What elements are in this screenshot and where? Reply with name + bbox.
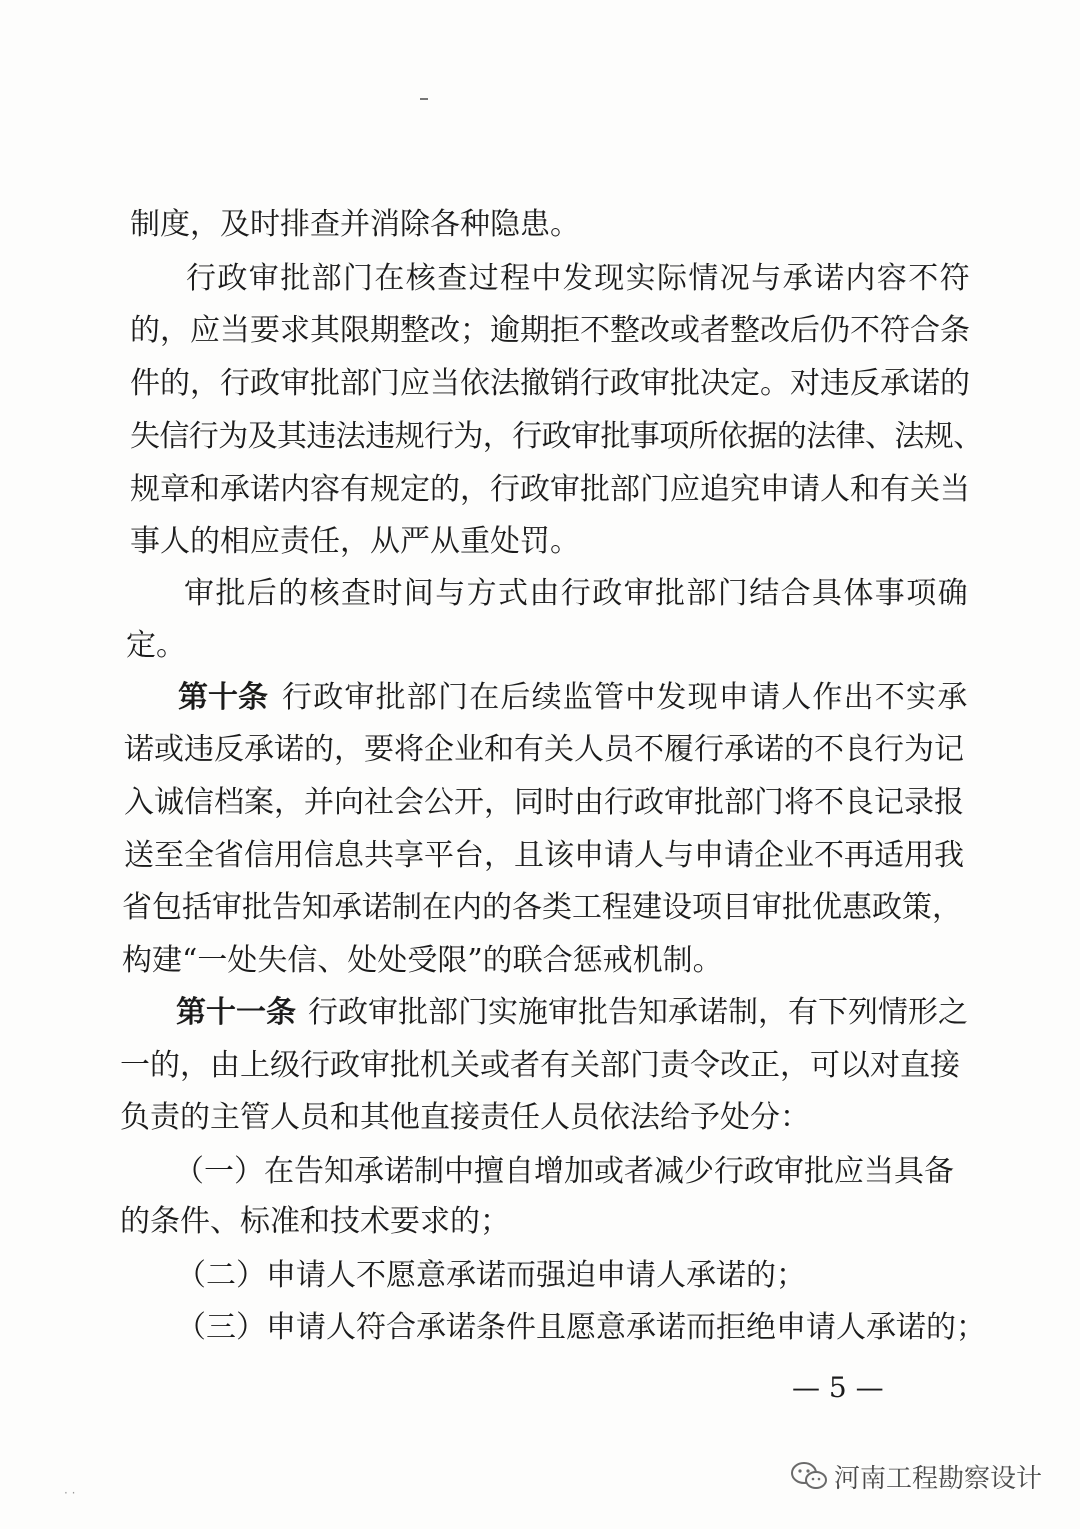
text-line: 诺或违反承诺的，要将企业和有关人员不履行承诺的不良行为记: [124, 732, 964, 767]
text-line: 送至全省信用信息共享平台，且该申请人与申请企业不再适用我: [124, 838, 964, 873]
watermark: [790, 1456, 1042, 1496]
text-line: 的，应当要求其限期整改；逾期拒不整改或者整改后仍不符合条: [130, 313, 970, 348]
list-item: （二）申请人不愿意承诺而强迫申请人承诺的；: [176, 1258, 806, 1293]
article-11-heading: 第十一条: [176, 995, 296, 1030]
scan-speck: [420, 98, 428, 100]
list-item: （三）申请人符合承诺条件且愿意承诺而拒绝申请人承诺的；: [176, 1310, 986, 1345]
text-line: 定。: [126, 628, 186, 663]
text-line: 行政审批部门在核查过程中发现实际情况与承诺内容不符: [186, 261, 971, 296]
text-line: 省包括审批告知承诺制在内的各类工程建设项目审批优惠政策，: [122, 890, 962, 925]
article-10-line: 第十条 行政审批部门在后续监管中发现申请人作出不实承: [178, 672, 968, 724]
article-11-line: 第十一条 行政审批部门实施审批告知承诺制，有下列情形之: [176, 987, 968, 1039]
text-line: 事人的相应责任，从严从重处罚。: [130, 524, 580, 559]
wechat-icon: [790, 1461, 828, 1491]
text-line: 制度，及时排查并消除各种隐患。: [130, 207, 580, 242]
text-line: 负责的主管人员和其他直接责任人员依法给予处分：: [120, 1100, 810, 1135]
text-line: 的条件、标准和技术要求的；: [120, 1204, 510, 1239]
watermark-text: 河南工程勘察设计: [834, 1463, 1043, 1494]
text-line: 规章和承诺内容有规定的，行政审批部门应追究申请人和有关当: [130, 472, 970, 507]
page-number: — 5 —: [792, 1371, 884, 1404]
text-line: 审批后的核查时间与方式由行政审批部门结合具体事项确: [184, 576, 969, 611]
text-line: 失信行为及其违法违规行为，行政审批事项所依据的法律、法规、: [130, 419, 983, 454]
scan-mark: · ·: [64, 1486, 76, 1500]
text-line: 入诚信档案，并向社会公开，同时由行政审批部门将不良记录报: [124, 785, 964, 820]
list-item: （一）在告知承诺制中擅自增加或者减少行政审批应当具备: [174, 1154, 954, 1189]
article-10-heading: 第十条: [178, 680, 268, 715]
text-line: 一的，由上级行政审批机关或者有关部门责令改正，可以对直接: [120, 1048, 960, 1083]
text-line: 构建“一处失信、处处受限”的联合惩戒机制。: [122, 943, 723, 978]
text-line: 件的，行政审批部门应当依法撤销行政审批决定。对违反承诺的: [130, 366, 970, 401]
